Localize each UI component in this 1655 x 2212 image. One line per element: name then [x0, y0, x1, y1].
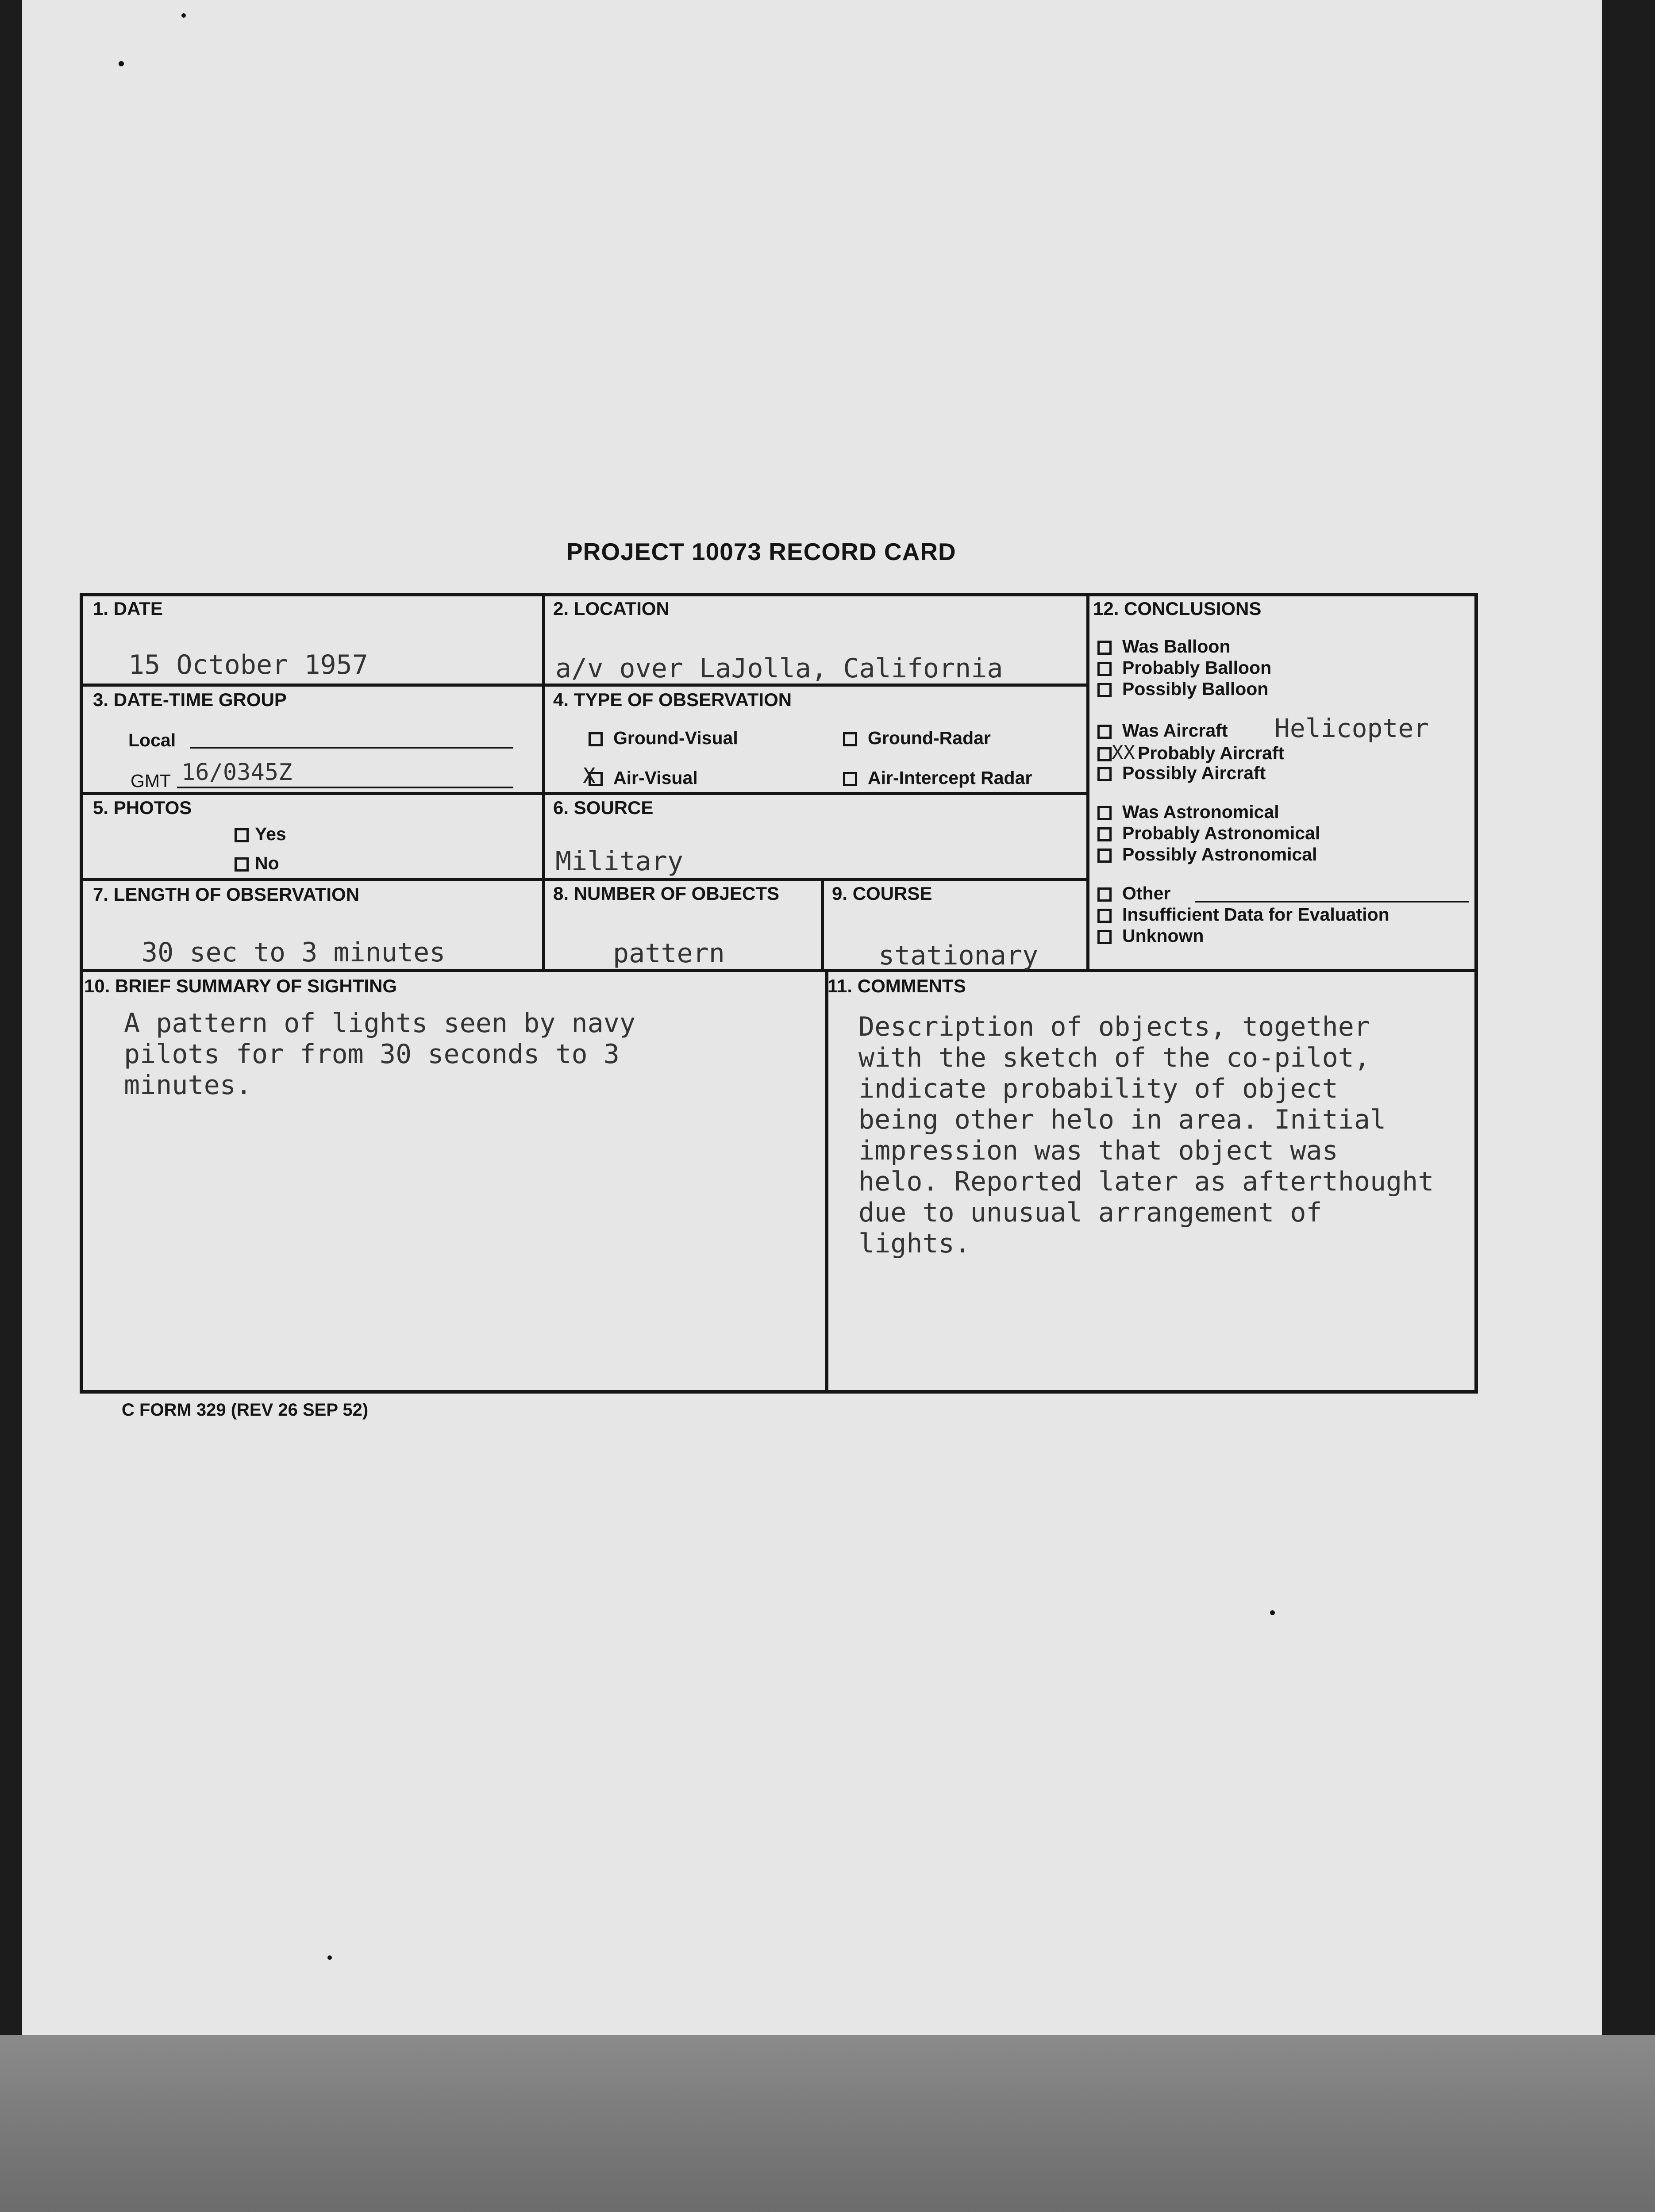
option-ground-radar[interactable] — [843, 728, 991, 749]
conclusion-probably-astronomical[interactable] — [1097, 823, 1320, 844]
aircraft-note: Helicopter — [1274, 713, 1429, 743]
was-balloon-label: Was Balloon — [1122, 636, 1231, 657]
checkbox-was-aircraft[interactable] — [1097, 725, 1112, 739]
row-divider-4 — [80, 969, 1478, 972]
gmt-underline — [177, 787, 513, 788]
course-value: stationary — [878, 940, 1039, 971]
photos-yes-label: Yes — [255, 824, 286, 844]
source-label: 6. SOURCE — [553, 797, 654, 818]
gmt-value: 16/0345Z — [181, 759, 293, 786]
probably-aircraft-mark: XX — [1112, 741, 1135, 764]
checkbox-probably-astronomical[interactable] — [1097, 827, 1112, 841]
possibly-balloon-label: Possibly Balloon — [1122, 679, 1269, 699]
probably-astronomical-label: Probably Astronomical — [1122, 823, 1320, 843]
possibly-aircraft-label: Possibly Aircraft — [1122, 763, 1266, 783]
was-astronomical-label: Was Astronomical — [1122, 802, 1279, 822]
number-objects-label: 8. NUMBER OF OBJECTS — [553, 883, 780, 904]
probably-aircraft-label: Probably Aircraft — [1137, 743, 1285, 763]
checkbox-was-balloon[interactable] — [1097, 641, 1112, 655]
divider-col1 — [542, 593, 545, 969]
card-title: PROJECT 10073 RECORD CARD — [566, 538, 956, 565]
conclusions-label: 12. CONCLUSIONS — [1093, 598, 1262, 619]
air-intercept-radar-label: Air-Intercept Radar — [868, 768, 1032, 788]
checkbox-photos-no[interactable] — [235, 857, 249, 872]
checkbox-was-astronomical[interactable] — [1097, 806, 1112, 820]
scan-speck — [327, 1955, 332, 1960]
comments-label: 11. COMMENTS — [828, 975, 966, 996]
date-value: 15 October 1957 — [128, 649, 368, 680]
unknown-label: Unknown — [1122, 926, 1204, 946]
ground-visual-label: Ground-Visual — [613, 728, 738, 748]
checkbox-possibly-astronomical[interactable] — [1097, 849, 1112, 863]
possibly-astronomical-label: Possibly Astronomical — [1122, 844, 1317, 864]
conclusion-possibly-astronomical[interactable] — [1097, 844, 1317, 865]
option-ground-visual[interactable] — [589, 728, 738, 749]
checkbox-other[interactable] — [1097, 887, 1112, 902]
conclusion-possibly-aircraft[interactable] — [1097, 763, 1266, 783]
checkbox-photos-yes[interactable] — [235, 828, 249, 842]
conclusion-other[interactable] — [1097, 883, 1170, 904]
dtg-label: 3. DATE-TIME GROUP — [93, 689, 287, 710]
option-air-intercept-radar[interactable] — [843, 768, 1032, 788]
checkbox-air-visual[interactable] — [583, 764, 603, 789]
scan-speck — [1270, 1610, 1275, 1615]
option-photos-yes[interactable] — [235, 824, 286, 845]
gmt-label: GMT — [131, 771, 171, 791]
source-value: Military — [555, 846, 683, 877]
insufficient-label: Insufficient Data for Evaluation — [1122, 904, 1389, 925]
location-label: 2. LOCATION — [553, 598, 670, 619]
checkbox-probably-balloon[interactable] — [1097, 662, 1112, 676]
photos-no-label: No — [255, 853, 279, 873]
other-label: Other — [1122, 883, 1171, 903]
air-visual-mark: X — [583, 764, 596, 789]
other-underline — [1195, 901, 1469, 902]
scan-speck — [119, 61, 124, 66]
conclusion-insufficient[interactable] — [1097, 904, 1389, 925]
checkbox-unknown[interactable] — [1097, 930, 1112, 944]
scan-background — [0, 2035, 1655, 2212]
conclusion-unknown[interactable] — [1097, 926, 1204, 946]
ground-radar-label: Ground-Radar — [868, 728, 991, 748]
summary-text: A pattern of lights seen by navy pilots for from 30 seconds to 3 minutes. — [124, 1008, 635, 1101]
conclusion-possibly-balloon[interactable] — [1097, 679, 1268, 699]
divider-bottom — [825, 969, 828, 1394]
conclusion-probably-balloon[interactable] — [1097, 657, 1271, 678]
row-divider-1 — [80, 684, 1086, 687]
number-objects-value: pattern — [613, 938, 725, 969]
form-number: C FORM 329 (REV 26 SEP 52) — [122, 1400, 369, 1420]
divider-col2 — [1086, 593, 1089, 969]
length-value: 30 sec to 3 minutes — [142, 937, 446, 968]
divider-col3 — [821, 878, 824, 969]
observation-type-label: 4. TYPE OF OBSERVATION — [553, 689, 792, 710]
scan-speck — [181, 13, 186, 18]
summary-label: 10. BRIEF SUMMARY OF SIGHTING — [84, 975, 397, 996]
conclusion-was-aircraft[interactable] — [1097, 720, 1228, 741]
checkbox-probably-aircraft[interactable] — [1097, 747, 1112, 761]
row-divider-2 — [80, 792, 1086, 795]
option-photos-no[interactable] — [235, 853, 279, 874]
checkbox-air-intercept-radar[interactable] — [843, 772, 857, 786]
conclusion-was-balloon[interactable] — [1097, 636, 1231, 657]
conclusion-was-astronomical[interactable] — [1097, 802, 1279, 822]
location-value: a/v over LaJolla, California — [555, 653, 1003, 684]
checkbox-ground-radar[interactable] — [843, 732, 857, 746]
local-underline — [190, 747, 513, 749]
air-visual-label: Air-Visual — [613, 768, 698, 788]
conclusion-probably-aircraft[interactable] — [1097, 741, 1284, 764]
length-label: 7. LENGTH OF OBSERVATION — [93, 884, 360, 905]
date-label: 1. DATE — [93, 598, 163, 619]
course-label: 9. COURSE — [832, 883, 932, 904]
local-label: Local — [128, 730, 176, 750]
probably-balloon-label: Probably Balloon — [1122, 657, 1272, 678]
checkbox-possibly-aircraft[interactable] — [1097, 767, 1112, 781]
option-air-visual[interactable] — [583, 764, 698, 789]
checkbox-insufficient[interactable] — [1097, 909, 1112, 923]
comments-text: Description of objects, together with the sketch of the co-pilot, indicate probability of object being other helo in area. Initial impression was that object was helo. Reported later as afterthought due to unusual arrangement of lights. — [858, 1011, 1434, 1259]
was-aircraft-label: Was Aircraft — [1122, 720, 1228, 741]
checkbox-possibly-balloon[interactable] — [1097, 683, 1112, 697]
row-divider-3 — [80, 878, 1086, 881]
photos-label: 5. PHOTOS — [93, 797, 192, 818]
checkbox-ground-visual[interactable] — [589, 732, 603, 746]
